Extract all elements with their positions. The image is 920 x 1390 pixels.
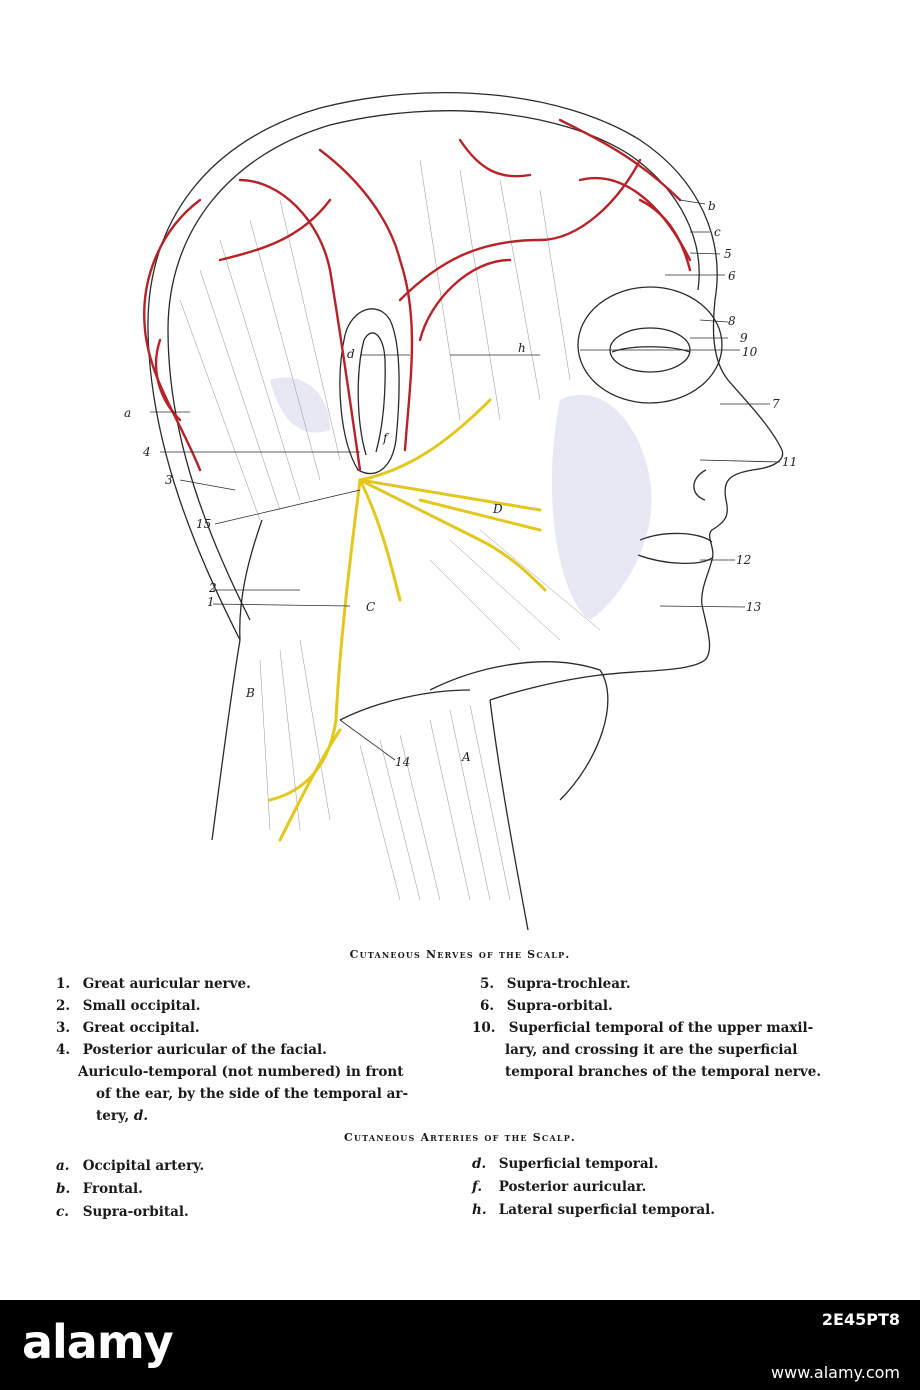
auriculo-text: tery, xyxy=(96,1108,130,1124)
label-1: 1 xyxy=(207,595,215,609)
muscle-tint xyxy=(270,377,652,620)
nerve-item-3 xyxy=(56,1017,200,1039)
label-b: b xyxy=(708,199,716,213)
label-3: 3 xyxy=(165,473,173,487)
arteries-title: Cutaneous Arteries of the Scalp. xyxy=(344,1131,576,1144)
image-id: 2E45PT8 xyxy=(821,1310,900,1329)
label-A: A xyxy=(462,750,471,764)
label-a: a xyxy=(124,406,132,420)
nerve-item-6 xyxy=(480,995,613,1017)
nerve-num: 4. xyxy=(56,1042,71,1058)
artery-text: Supra-orbital. xyxy=(82,1204,189,1220)
label-15: 15 xyxy=(196,517,212,531)
nerve-num: 5. xyxy=(480,976,495,992)
nerve-num: 10. xyxy=(472,1020,496,1036)
artery-text: Lateral superficial temporal. xyxy=(498,1202,715,1218)
artery-text: Occipital artery. xyxy=(82,1158,205,1174)
label-c: c xyxy=(714,225,721,239)
auriculo-line-1: Auriculo-temporal (not numbered) in front xyxy=(78,1064,404,1080)
nerve-item-5 xyxy=(480,973,631,995)
label-C: C xyxy=(366,600,376,614)
nerve-num: 3. xyxy=(56,1020,71,1036)
artery-key: b. xyxy=(56,1181,71,1197)
nerves-title: Cutaneous Nerves of the Scalp. xyxy=(349,948,571,961)
nerve-text: Great occipital. xyxy=(82,1020,200,1036)
artery-item-b xyxy=(56,1178,143,1200)
nerves xyxy=(270,400,545,840)
label-9: 9 xyxy=(740,331,748,345)
nerve-num: 1. xyxy=(56,976,71,992)
footer-url-link[interactable]: www.alamy.com xyxy=(771,1363,900,1382)
artery-text: Posterior auricular. xyxy=(498,1179,647,1195)
label-4: 4 xyxy=(143,445,151,459)
artery-key: c. xyxy=(56,1204,69,1220)
nerve-item-2 xyxy=(56,995,200,1017)
label-7: 7 xyxy=(772,397,780,411)
artery-key: f. xyxy=(472,1179,483,1195)
label-f: f xyxy=(383,431,388,445)
label-D: D xyxy=(493,502,503,516)
label-11: 11 xyxy=(782,455,798,469)
nerve-text: Superficial temporal of the upper maxil- xyxy=(508,1020,814,1036)
nerve-text: Great auricular nerve. xyxy=(82,976,251,992)
nerve-text: Supra-trochlear. xyxy=(506,976,631,992)
label-12: 12 xyxy=(736,553,752,567)
artery-key: h. xyxy=(472,1202,487,1218)
nerve-item-4 xyxy=(56,1039,327,1061)
artery-item-h xyxy=(472,1199,715,1221)
nerve-text: Posterior auricular of the facial. xyxy=(82,1042,327,1058)
nerve-10-cont-1: lary, and crossing it are the superficial xyxy=(505,1042,798,1058)
artery-text: Frontal. xyxy=(82,1181,143,1197)
nerve-item-10 xyxy=(472,1017,813,1039)
label-h: h xyxy=(518,341,526,355)
label-5: 5 xyxy=(724,247,732,261)
auriculo-line-2: of the ear, by the side of the temporal ar- xyxy=(96,1086,409,1102)
artery-item-d xyxy=(472,1153,658,1175)
label-6: 6 xyxy=(728,269,736,283)
artery-item-a xyxy=(56,1155,204,1177)
auriculo-line-3 xyxy=(96,1105,148,1127)
label-2: 2 xyxy=(209,581,217,595)
auriculo-ref: d. xyxy=(133,1108,149,1124)
alamy-logo[interactable]: alamy xyxy=(22,1315,173,1369)
nerve-10-cont-2: temporal branches of the temporal nerve. xyxy=(505,1064,822,1080)
label-13: 13 xyxy=(746,600,762,614)
nerve-num: 2. xyxy=(56,998,71,1014)
artery-text: Superficial temporal. xyxy=(498,1156,659,1172)
nerve-text: Small occipital. xyxy=(82,998,201,1014)
label-B: B xyxy=(246,686,255,700)
figure-labels xyxy=(124,199,797,769)
label-8: 8 xyxy=(728,314,736,328)
label-10: 10 xyxy=(742,345,758,359)
footer-info xyxy=(771,1310,900,1382)
nerve-item-1 xyxy=(56,973,251,995)
nerve-text: Supra-orbital. xyxy=(506,998,613,1014)
artery-item-c xyxy=(56,1201,189,1223)
label-d: d xyxy=(347,347,355,361)
artery-key: a. xyxy=(56,1158,70,1174)
label-14: 14 xyxy=(395,755,411,769)
artery-item-f xyxy=(472,1176,646,1198)
artery-key: d. xyxy=(472,1156,487,1172)
nerve-num: 6. xyxy=(480,998,495,1014)
